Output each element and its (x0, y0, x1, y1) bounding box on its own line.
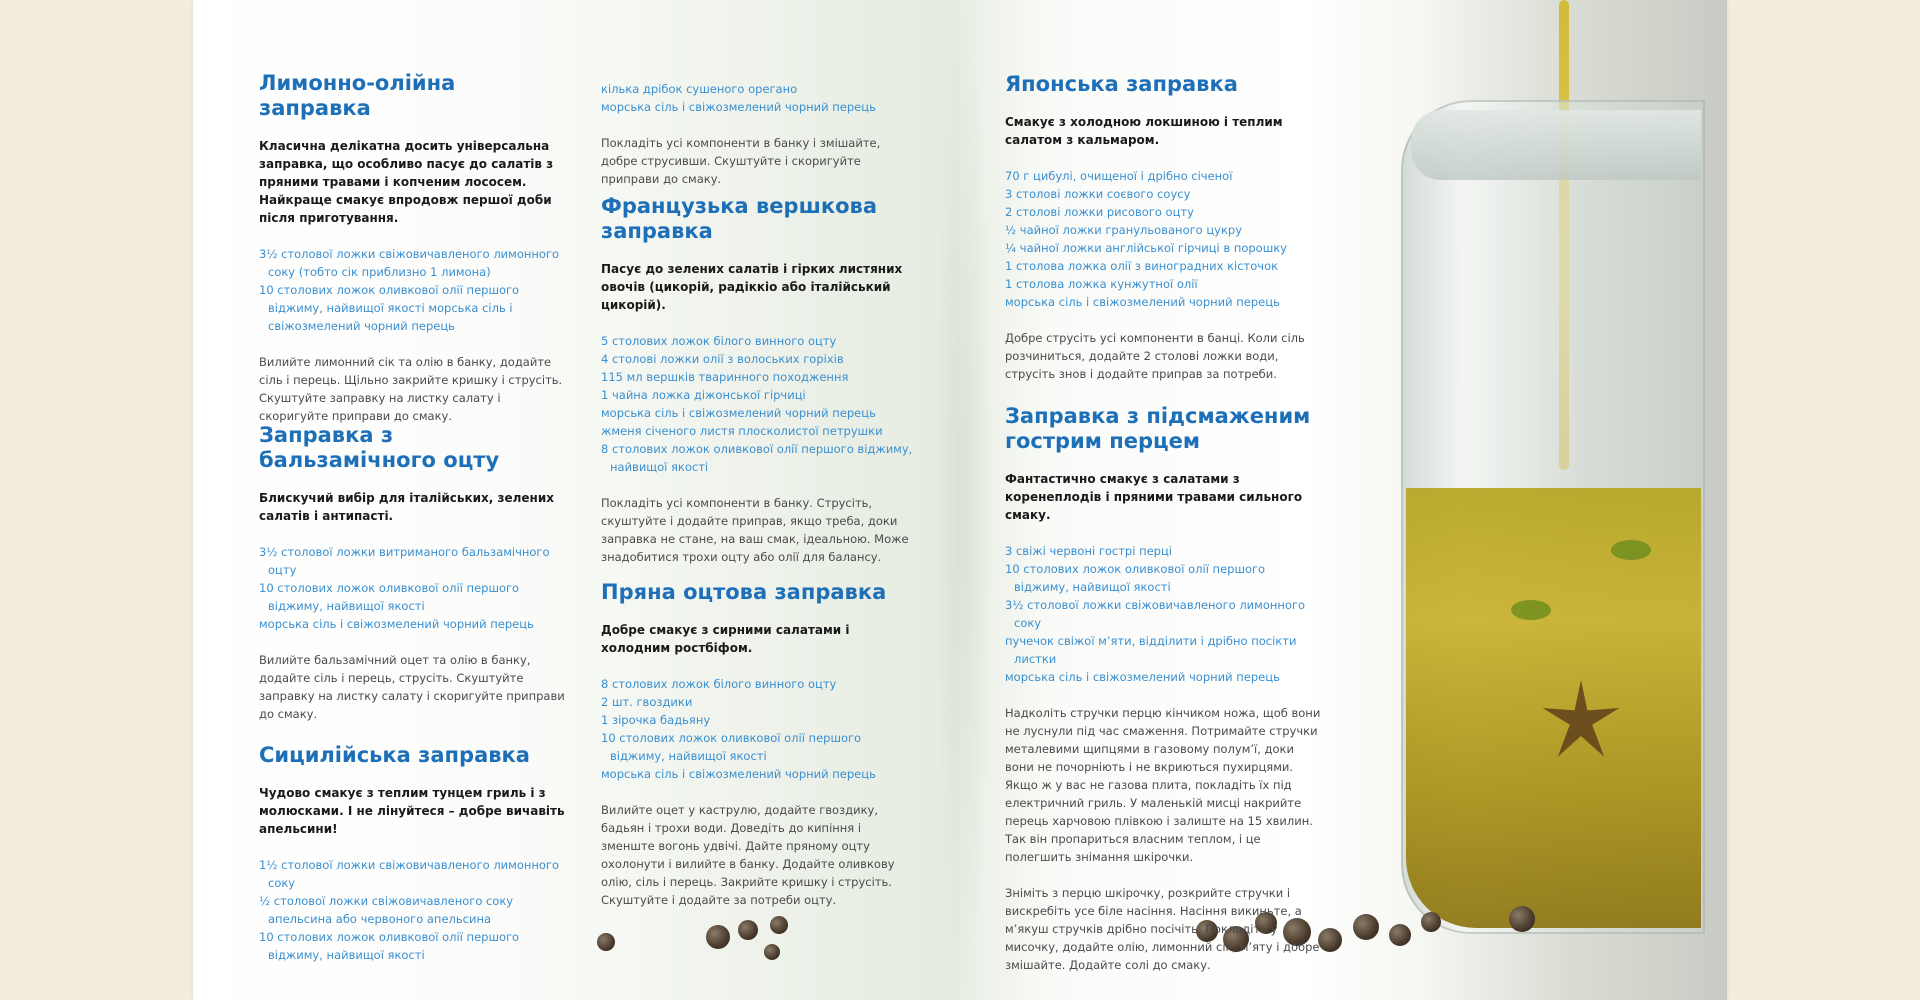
ingredient-list (601, 675, 916, 783)
recipe-spicy-vinegar (601, 580, 916, 909)
peppercorn (764, 944, 780, 960)
ingredient-item: 3½ столової ложки свіжовичавленого лимонного соку (1005, 598, 1306, 630)
ingredient-list (601, 80, 909, 116)
recipe-lead: Класична делікатна досить універсальна заправка, що особливо пасує до салатів з пряними травами і копченим лососем. Найкраще смакує впродовж першої доби після приготування. (259, 139, 554, 225)
ingredient-item: ¼ чайної ложки англійської гірчиці в порошку (1005, 241, 1287, 255)
peppercorn (770, 916, 788, 934)
peppercorn (597, 933, 615, 951)
book-gutter (933, 0, 993, 1000)
recipe-title: Японська заправка (1005, 72, 1238, 96)
ingredient-item: жменя січеного листя плосколистої петрушки (601, 424, 883, 438)
ingredient-list (1005, 167, 1321, 311)
recipe-title: Пряна оцтова заправка (601, 580, 887, 604)
ingredient-item: 10 столових ложок оливкової олії першого віджиму, найвищої якості (601, 731, 862, 763)
ingredient-item: 10 столових ложок оливкової олії першого віджиму, найвищої якості (259, 930, 520, 962)
peppercorn (738, 920, 758, 940)
ingredient-item: 1 чайна ложка діжонської гірчиці (601, 388, 806, 402)
ingredient-list (259, 543, 567, 633)
ingredient-item: 8 столових ложок білого винного оцту (601, 677, 837, 691)
recipe-title: Сицилійська заправка (259, 743, 530, 767)
recipe-method: Надколіть стручки перцю кінчиком ножа, щоб вони не луснули під час смаження. Потримайте стручки металевими щипцями в газовому полум’ї, доки вони не почорніють і не вкриються пухирцями. Якщо ж у вас не газова плита, покладіть їх під електричний гриль. У маленькій мисці накрийте перець харчовою плівкою і залиште на 15 хвилин. Так він пропариться власним теплом, і це полегшить знімання шкірочки. (1005, 706, 1321, 864)
peppercorn (1318, 928, 1342, 952)
ingredient-list (259, 245, 567, 335)
ingredient-item: 8 столових ложок оливкової олії першого віджиму, найвищої якості (601, 442, 913, 474)
ingredient-item: 5 столових ложок білого винного оцту (601, 334, 837, 348)
recipe-method: Вилийте лимонний сік та олію в банку, додайте сіль і перець. Щільно закрийте кришку і струсіть. Скуштуйте заправку на листку салату і скоригуйте приправи до смаку. (259, 355, 563, 423)
ingredient-item: 10 столових ложок оливкової олії першого віджиму, найвищої якості (1005, 562, 1266, 594)
recipe-sicilian (259, 743, 567, 982)
peppercorn (1421, 912, 1441, 932)
herb-leaf (1611, 540, 1651, 560)
recipe-lead: Добре смакує з сирними салатами і холодним ростбіфом. (601, 623, 850, 655)
ingredient-item: 1 столова ложка кунжутної олії (1005, 277, 1198, 291)
oil-jar-photo (1461, 0, 1727, 1000)
herb-leaf (1511, 600, 1551, 620)
ingredient-item: 10 столових ложок оливкової олії першого віджиму, найвищої якості (259, 581, 520, 613)
ingredient-item: кілька дрібок сушеного орегано (601, 82, 798, 96)
ingredient-item: 2 шт. гвоздики (601, 695, 693, 709)
peppercorn (706, 925, 730, 949)
ingredient-item: ½ столової ложки свіжовичавленого соку апельсина або червоного апельсина (259, 894, 514, 926)
recipe-method-continued: Зніміть з перцю шкірочку, розкрийте стручки і вискребіть усе біле насіння. Насіння викиньте, а м’якуш стручків дрібно посічіть. Покладіть у мисочку, додайте олію, лимонний сік, м’яту і добре змішайте. Додайте солі до смаку. (1005, 886, 1320, 972)
recipe-title: Французька вершкова заправка (601, 194, 878, 243)
ingredient-item: 1 столова ложка олії з виноградних кісточок (1005, 259, 1279, 273)
jar-neck (1411, 110, 1701, 180)
recipe-title: Лимонно-олійна заправка (259, 71, 456, 120)
ingredient-item: морська сіль і свіжозмелений чорний перець (601, 406, 876, 420)
recipe-lead: Пасує до зелених салатів і гірких листяних овочів (цикорій, радіккіо або італійський цикорій). (601, 262, 903, 312)
ingredient-item: 3 столові ложки соєвого соусу (1005, 187, 1191, 201)
recipe-lead: Чудово смакує з теплим тунцем гриль і з молюсками. І не лінуйтеся – добре вичавіть апельсини! (259, 786, 565, 836)
ingredient-item: 1 зірочка бадьяну (601, 713, 711, 727)
recipe-roasted-chili (1005, 404, 1321, 974)
ingredient-item: 4 столові ложки олії з волоських горіхів (601, 352, 844, 366)
olive-oil (1406, 488, 1701, 928)
recipe-lead: Фантастично смакує з салатами з коренеплодів і пряними травами сильного смаку. (1005, 472, 1303, 522)
ingredient-list (601, 332, 916, 476)
ingredient-list (1005, 542, 1321, 686)
ingredient-item: морська сіль і свіжозмелений чорний перець (259, 617, 534, 631)
ingredient-list (259, 856, 567, 964)
ingredient-item: 10 столових ложок оливкової олії першого віджиму, найвищої якості морська сіль і свіжозмелений чорний перець (259, 283, 520, 333)
ingredient-item: морська сіль і свіжозмелений чорний перець (1005, 295, 1280, 309)
book-spread (193, 0, 1727, 1000)
recipe-method: Вилийте бальзамічний оцет та олію в банку, додайте сіль і перець, струсіть. Скуштуйте заправку на листку салату і скоригуйте приправи до смаку. (259, 653, 565, 721)
recipe-japanese (1005, 72, 1321, 383)
ingredient-item: морська сіль і свіжозмелений чорний перець (601, 100, 876, 114)
ingredient-item: пучечок свіжої м’яти, відділити і дрібно посікти листки (1005, 634, 1297, 666)
ingredient-item: 1½ столової ложки свіжовичавленого лимонного соку (259, 858, 560, 890)
ingredient-item: 3½ столової ложки свіжовичавленого лимонного соку (тобто сік приблизно 1 лимона) (259, 247, 560, 279)
recipe-lead: Смакує з холодною локшиною і теплим салатом з кальмаром. (1005, 115, 1283, 147)
recipe-method: Добре струсіть усі компоненти в банці. Коли сіль розчиниться, додайте 2 столові ложки води, струсіть знов і додайте приправ за потреби. (1005, 331, 1305, 381)
recipe-lemon-oil (259, 71, 567, 425)
ingredient-item: 2 столові ложки рисового оцту (1005, 205, 1194, 219)
recipe-method: Покладіть усі компоненти в банку і змішайте, добре струсивши. Скуштуйте і скоригуйте приправи до смаку. (601, 136, 881, 186)
recipe-lead: Блискучий вибір для італійських, зелених салатів і антипасті. (259, 491, 554, 523)
ingredient-item: морська сіль і свіжозмелений чорний перець (601, 767, 876, 781)
peppercorn (1353, 914, 1379, 940)
recipe-balsamic (259, 423, 567, 723)
recipe-french-cream (601, 194, 916, 566)
recipe-sicilian-continued (601, 80, 909, 188)
ingredient-item: 3 свіжі червоні гострі перці (1005, 544, 1172, 558)
peppercorn (1509, 906, 1535, 932)
peppercorn (1389, 924, 1411, 946)
recipe-method: Покладіть усі компоненти в банку. Струсіть, скуштуйте і додайте приправ, якщо треба, доки заправка не стане, на ваш смак, ідеальною. Може знадобитися трохи оцту або олії для балансу. (601, 496, 909, 564)
recipe-method: Вилийте оцет у каструлю, додайте гвоздику, бадьян і трохи води. Доведіть до кипіння і зменште вогонь удвічі. Дайте пряному оцту охолонути і вилийте в банку. Додайте оливкову олію, сіль і перець. Закрийте кришку і струсіть. Скуштуйте і додайте за потреби оцту. (601, 803, 895, 907)
ingredient-item: ½ чайної ложки гранульованого цукру (1005, 223, 1243, 237)
ingredient-item: 70 г цибулі, очищеної і дрібно січеної (1005, 169, 1233, 183)
recipe-title: Заправка з підсмаженим гострим перцем (1005, 404, 1311, 453)
recipe-title: Заправка з бальзамічного оцту (259, 423, 500, 472)
ingredient-item: морська сіль і свіжозмелений чорний перець (1005, 670, 1280, 684)
ingredient-item: 3½ столової ложки витриманого бальзамічного оцту (259, 545, 550, 577)
ingredient-item: 115 мл вершків тваринного походження (601, 370, 849, 384)
